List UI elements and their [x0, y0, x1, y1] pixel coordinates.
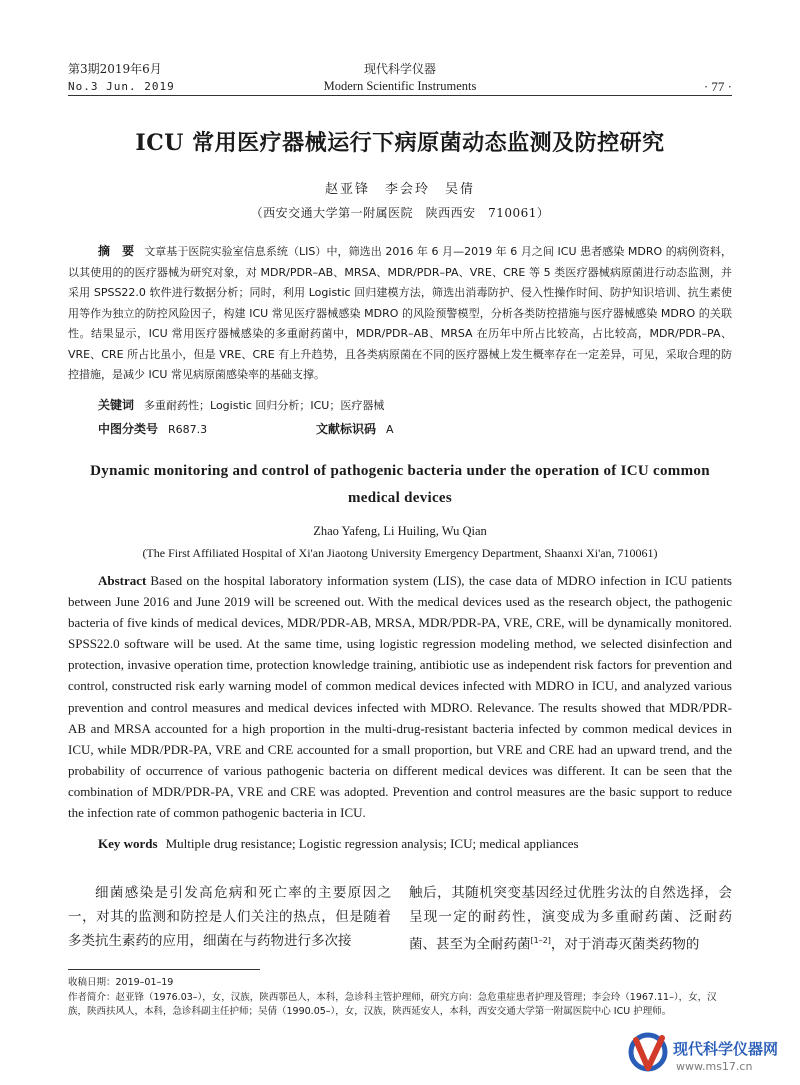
keywords-cn	[98, 396, 384, 413]
abstract-en-text: Based on the hospital laboratory information system (LIS), the case data of MDRO infection in ICU patients between June 2016 and June 2019 will be screened out. With the medical devices used as the research object, the pathogenic bacteria of five kinds of medical devices, MDR/PDR-AB, MRSA, MDR/PDR-PA, VRE, CRE, will be dynamically monitored. SPSS22.0 software will be used. At the same time, using logistic regression modeling method, we selected disinfection and protection, invasive operation time, protection knowledge training, antibiotic use as independent risk factors for prevention and control, constructed risk early warning model of common medical devices infected with MDRO in ICU, and analyzed various prevention and control measures and medical devices infected with MDRO. Relevance. The results showed that MDR/PDR-AB and MRSA accounted for a high proportion in the multi-drug-resistant bacteria infected by common medical devices in ICU, while MDR/PDR-PA, VRE and CRE accounted for a small proportion, but VRE and CRE had an upward trend, and the probability of occurrence of various pathogenic bacteria on different medical devices was different. It can be seen that the combination of MDR/PDR-PA, VRE and CRE was adopted. Prevention and control measures are the basic support to reduce the infection rate of common pathogenic bacteria in ICU.	[68, 573, 732, 821]
received-date: 收稿日期：2019–01–19	[68, 977, 174, 988]
abstract-en-label: Abstract	[98, 573, 147, 588]
classification-cn	[98, 420, 207, 437]
abstract-cn	[68, 241, 732, 386]
header-rule	[68, 95, 732, 96]
authors-cn: 赵亚锋 李会玲 吴倩	[324, 182, 475, 197]
paper-title-cn: ICU 常用医疗器械运行下病原菌动态监测及防控研究	[135, 130, 665, 156]
body-column-left: 细菌感染是引发高危病和死亡率的主要原因之一，对其的监测和防控是人们关注的热点，但是随着多类抗生素药的应用，细菌在与药物进行多次接	[68, 885, 391, 949]
affiliation-en: (The First Affiliated Hospital of Xi'an Jiaotong University Emergency Department, Shaanxi Xi'an, 710061)	[142, 546, 658, 560]
body-right-text-2: ，对于消毒灭菌类药物的	[550, 936, 700, 953]
journal-title-en: Modern Scientific Instruments	[323, 79, 477, 93]
watermark[interactable]	[618, 1022, 798, 1082]
body-column-right	[409, 881, 732, 957]
classification-cn-label: 中图分类号	[98, 422, 159, 436]
abstract-en	[68, 570, 732, 823]
watermark-url[interactable]: www.ms17.cn	[676, 1060, 753, 1073]
abstract-cn-label: 摘 要	[98, 244, 135, 258]
author-bio: 作者简介：赵亚锋（1976.03–），女，汉族，陕西鄠邑人，本科，急诊科主管护理师，研究方向：急危重症患者护理及管理；李会玲（1967.11–），女，汉族，陕西扶风人，本科，急诊科副主任护师；吴倩（1990.05–），女，汉族，陕西延安人，本科，西安交通大学第一附属医院中心 ICU 护理师。	[68, 991, 717, 1017]
authors-en: Zhao Yafeng, Li Huiling, Wu Qian	[313, 524, 487, 538]
citation-ref[interactable]: [1–2]	[530, 936, 551, 945]
watermark-title: 现代科学仪器网	[673, 1040, 779, 1058]
classification-cn-text: R687.3	[168, 423, 208, 436]
doc-code-cn-label: 文献标识码	[316, 422, 377, 436]
watermark-logo-icon	[626, 1028, 674, 1076]
keywords-en-label: Key words	[98, 836, 158, 851]
keywords-cn-text: 多重耐药性；Logistic 回归分析；ICU；医疗器械	[144, 399, 385, 412]
issue-cn: 第3期2019年6月	[68, 62, 162, 76]
keywords-en-text: Multiple drug resistance; Logistic regression analysis; ICU; medical appliances	[165, 836, 579, 851]
page-number: · 77 ·	[703, 79, 732, 94]
keywords-cn-label: 关键词	[98, 398, 135, 412]
body-right-text-1: 触后，其随机突变基因经过优胜劣汰的自然选择，会呈现一定的耐药性，演变成为多重耐药菌、泛耐药菌、甚至为全耐药菌	[409, 885, 732, 953]
abstract-cn-text: 文章基于医院实验室信息系统（LIS）中，筛选出 2016 年 6 月—2019 年 6 月之间 ICU 患者感染 MDRO 的病例资料，以其使用的的医疗器械为研究对象，对 MDR/PDR–AB、MRSA、MDR/PDR–PA、VRE、CRE 等 5 类医疗器械病原菌进行动态监测，并采用 SPSS22.0 软件进行数据分析；同时，利用 Logistic 回归建模方法，筛选出消毒防护、侵入性操作时间、防护知识培训、抗生素使用等作为独立的防控风险因子，构建 ICU 常见医疗器械感染 MDRO 的风险预警模型，分析各类防控措施与医疗器械感染 MDRO 的关联性。结果显示，ICU 常用医疗器械感染的多重耐药菌中，MDR/PDR–AB、MRSA 在历年中所占比较高，占比较高，MDR/PDR–PA、VRE、CRE 所占比虽小，但是 VRE、CRE 有上升趋势，且各类病原菌在不同的医疗器械上发生概率存在一定差异，可见，采取合理的防控措施，是减少 ICU 常见病原菌感染率的基础支撑。	[68, 245, 732, 381]
issue-en: No.3 Jun. 2019	[68, 80, 175, 93]
keywords-en	[98, 836, 579, 852]
doc-code-cn-text: A	[386, 423, 394, 436]
journal-title-cn: 现代科学仪器	[363, 62, 436, 76]
doc-code-cn	[316, 420, 394, 437]
footnote	[68, 976, 732, 1020]
footnote-rule	[68, 969, 260, 970]
affiliation-cn: （西安交通大学第一附属医院 陕西西安 710061）	[250, 206, 550, 220]
paper-title-en: Dynamic monitoring and control of pathogenic bacteria under the operation of ICU common medical devices	[90, 463, 710, 506]
